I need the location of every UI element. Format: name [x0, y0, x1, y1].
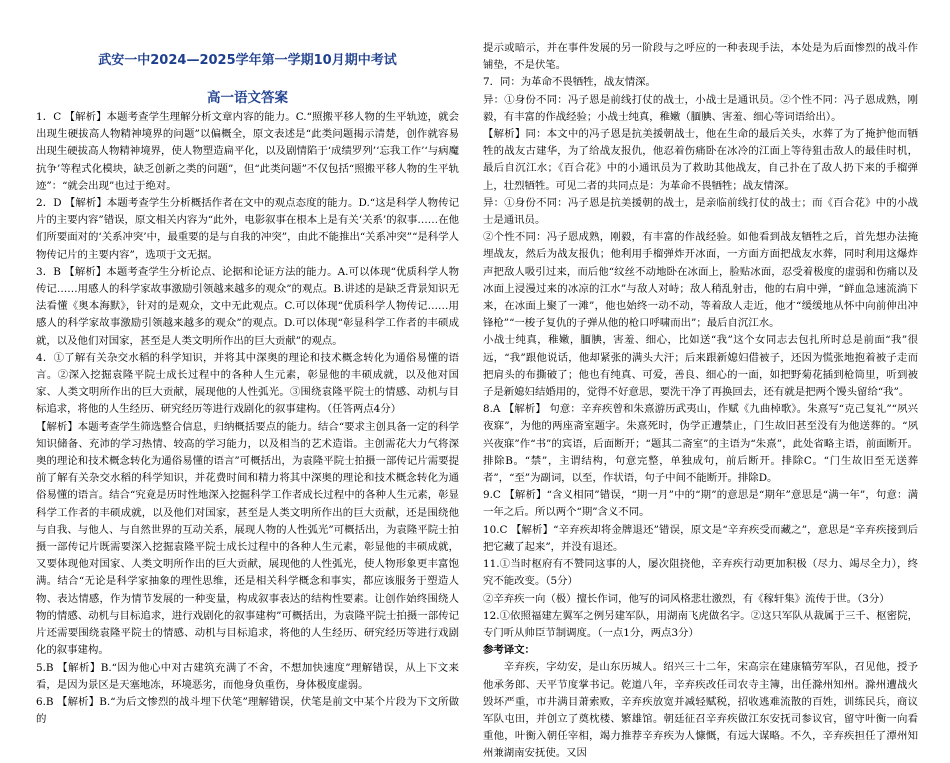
- answer-q4: 4．①了解有关杂交水稻的科学知识，并将其中深奥的理论和技术概念转化为通俗易懂的语言。②深入挖掘袁隆平院士成长过程中的各种人生元素，彰显他的丰硕成就，以及他对国家、人类文明所作出的巨大贡献，展现他的人性弧光。③围绕袁隆平院士的情感、动机与目标追求，将他的人生经历、研究经历等进行戏剧化的叙事建构。（任答两点4分）: [36, 351, 459, 416]
- right-column: [483, 40, 918, 760]
- analysis-q7-same: 【解析】同：本文中的冯子恩是抗美援朝战士，他在生命的最后关头，水葬了为了掩护他而牺牲的战友古建华，为了给战友报仇，他忍着伤痛卧在冰冷的江面上等待狙击敌人的最佳时机，最后自沉江水；《百合花》中的小通讯员为了救助其他战友，自己扑在了敌人扔下来的手榴弹上，壮烈牺牲。可见二者的共同点是：为革命不畏牺牲；战友情深。: [483, 128, 918, 192]
- answer-q6-continued: 提示或暗示，并在事件发展的另一阶段与之呼应的一种表现手法，本处是为后面惨烈的战斗作铺垫，不是伏笔。: [483, 42, 918, 72]
- answer-q11-2: ②辛弃疾一向（极）擅长作词，他写的词风格悲壮激烈，有《稼轩集》流传于世。（3分）: [483, 592, 890, 605]
- analysis-q7-diff-1: 异：①身份不同：冯子恩是抗美援朝的战士，是亲临前线打仗的战士；而《百合花》中的小战士是通讯员。: [483, 196, 918, 227]
- answer-q5: 5.B 【解析】B.“因为他心中对古建筑充满了不舍，不想加快速度”理解错误，从上下文来看，是因为景区是天塞地冻，环境恶劣，而他身负重伤，身体极度虚弱。: [36, 661, 459, 691]
- answer-q3: 3．B 【解析】本题考查学生分析论点、论据和论证方法的能力。A.可以体现“优质科学人物传记……用感人的科学家故事激励引领越来越多的观众”的观点。B.讲述的是缺乏背景知识无法看懂《奥本海默》，针对的是观众，文中无此观点。C.可以体现“优质科学人物传记……用感人的科学家故事激励引领越来越多的观众”的观点。D.可以体现“彰显科学工作者的丰硕成就，以及他们对国家，甚至是人类文明所作出的巨大贡献”的观点。: [36, 265, 459, 347]
- exam-title: 武安一中2024—2025学年第一学期10月期中考试: [98, 53, 397, 68]
- analysis-q7-diff-3: 小战士纯真，稚嫩，腼腆，害羞、细心，比如送“我”这个女同志去包扎所时总是前面“我”很远，“我”跟他说话，他却紧张的满头大汗；后来跟新媳妇借被子，还因为慌张地抱着被子走而把肩头的布撕破了；他也有纯真、可爱，善良、细心的一面，如把野菊花插到枪筒里，听到被子是新媳妇结婚用的，觉得不好意思，要洗干净了再换回去，还有就是把两个馒头留给“我”。: [483, 334, 918, 399]
- answer-q11-1: 11.①当时枢府有不赞同这事的人，屡次阻挠他，辛弃疾行动更加积极（尽力、竭尽全力），终究不能改变。（5分）: [483, 558, 918, 588]
- answer-q1: 1．C 【解析】本题考查学生理解分析文章内容的能力。C.“照搬平移人物的生平轨迹，就会出现生硬拔高人物精神境界的问题”以偏概全，原文表述是“此类问题揭示清楚，创作就容易出现生硬拔高人物精神境界，使人物塑造扁平化，以及剧情陷于‘成绩罗列’‘忘我工作’‘与病魔抗争’等程式化模块，缺乏创新之类的问题”，但“此类问题”不仅包括“照搬平移人物的生平轨迹”：“就会出现”也过于绝对。: [36, 111, 459, 192]
- analysis-q7-diff-2: ②个性不同：冯子恩成熟，刚毅，有丰富的作战经验。如他看到战友牺牲之后，首先想办法掩埋战友，然后为战友报仇；他利用手榴弹炸开冰面，一方面方面把战友水葬，同时利用这爆炸声把敌人吸引过来，而后他“纹丝不动地卧在冰面上，脸贴冰面，忍受着极度的虚弱和伤痛以及冰面上浸漫过来的冰凉的江水”与敌人对峙；敌人稍乱射击，他的右肩中弹，“鲜血急速流淌下来，在冰面上聚了一滩”，他也始终一动不动，等着敌人走近，他才“缓缓地从怀中向前伸出冲锋枪”“一梭子复仇的子弹从他的枪口呼啸而出”；最后自沉江水。: [483, 231, 918, 330]
- answer-subtitle: 高一语文答案: [207, 90, 288, 106]
- analysis-q4: 【解析】本题考查学生筛选整合信息，归纳概括要点的能力。结合“要求主创具备一定的科学知识储备、充沛的学习热情、较高的学习能力，以及相当的艺术造诣。主创需花大力气将深奥的理论和技术概念转化为通俗易懂的语言”可概括出，为袁隆平院士拍摄一部传记片需要提前了解有关杂交水稻的科学知识，并花费时间和精力将其中深奥的理论和技术概念转化为通俗易懂的语言。结合“究竟是历时性地深入挖掘科学工作者成长过程中的各种人生元素，彰显科学工作者的丰硕成就，以及他们对国家，甚至是人类文明所作出的巨大贡献，还是围绕他与自我、与他人、与自然世界的互动关系，展现人物的人性弧光”可概括出，为袁隆平院士拍摄一部传记片既需要深入挖掘袁隆平院士成长过程中的各种人生元素，彰显他的丰硕成就，又要体现他对国家、人类文明所作出的巨大贡献，展现他的人性弧光，使人物形象更丰富饱满。结合“无论是科学家抽象的理性思维，还是相关科学概念和事实，都应该服务于塑造人物、表达情感，作为情节发展的一种变量，构成叙事表达的结构性要素。让创作始终围绕人物的情感、动机与目标追求，进行戏剧化的叙事建构”可概括出，为袁隆平院士拍摄一部传记片还需要围绕袁隆平院士的情感、动机与目标追求，将他的人生经历、研究经历等进行戏剧化的叙事建构。: [36, 420, 459, 657]
- translation-heading: 参考译文：: [483, 644, 535, 657]
- answer-q10: 10.C 【解析】“辛弃疾却将金牌退还”错误，原文是“辛弃疾受而藏之”，意思是“辛弃疾接到后把它藏了起来”，并没有退还。: [483, 523, 918, 553]
- answer-q7-same: 7．同：为革命不畏牺牲，战友情深。: [483, 76, 656, 89]
- answer-q6: 6.B 【解析】B.“为后文惨烈的战斗埋下伏笔”理解错误，伏笔是前文中某个片段为下文所做的: [36, 695, 459, 726]
- answer-q9: 9.C 【解析】“含义相同”错误，“期一月”中的“期”的意思是“期年”意思是“满一年”，句意：满一年之后。所以两个“期”含义不同。: [483, 489, 918, 519]
- left-column: [36, 42, 459, 726]
- answer-q12: 12.①依照福建左翼军之例另建军队，用湖南飞虎做名字。②这只军队从裁属于三千、枢密院，专门听从帅臣节制调度。（一点1分，两点3分）: [483, 609, 918, 639]
- answer-q7-diff: 异：①身份不同：冯子恩是前线打仗的战士，小战士是通讯员。②个性不同：冯子恩成熟，刚毅，有丰富的作战经验；小战士纯真，稚嫩（腼腆、害羞、细心等词语给出）。: [483, 93, 918, 123]
- translation-text: 辛弃疾，字幼安，是山东历城人。绍兴三十二年，宋高宗在建康犒劳军队，召见他，授予他承务郎、天平节度掌书记。乾道八年，辛弃疾改任司农寺主簿，出任滁州知州。滁州遭战火毁坏严重，市井满目萧索败，辛弃疾放宽并减轻赋税，招收逃难流散的百姓，训练民兵，商议军队屯田，并创立了奠枕楼、繁雄馆。朝廷征召辛弃疾做江东安抚司参议官，留守叶衡一向看重他，叶衡入朝任宰相，竭力推荐辛弃疾为人慷慨，有远大谋略。不久，辛弃疾担任了潭州知州兼湖南安抚使。又因: [483, 661, 918, 760]
- answer-q2: 2．D 【解析】本题考查学生分析概括作者在文中的观点态度的能力。D.“这是科学人物传记片的主要内容”错误，原文相关内容为“此外，电影叙事在根本上是有关‘关系’的叙事……在他们所要面对的‘关系冲突’中，最重要的是与自我的冲突”，由此不能推出“关系冲突”“是科学人物传记片的主要内容”，选项于文无据。: [36, 197, 459, 261]
- answer-q8: 8.A 【解析】 句意：辛弃疾曾和朱熹游历武夷山，作赋《九曲棹歌》。朱熹写“克己复礼”“夙兴夜寐”，为他的两座斋室题字。朱熹死时，伪学正遭禁止，门生故旧甚至没有为他送葬的。“夙兴夜寐”作“书”的宾语，后面断开；“题其二斋室”的主语为“朱熹”，此处省略主语，前面断开。排除B。“禁”，主谓结构，句意完整，单独成句，前后断开。排除C。“门生故旧至无送葬者”，“至”为副词，以至，作状语，句子中间不能断开。排除D。: [483, 403, 918, 485]
